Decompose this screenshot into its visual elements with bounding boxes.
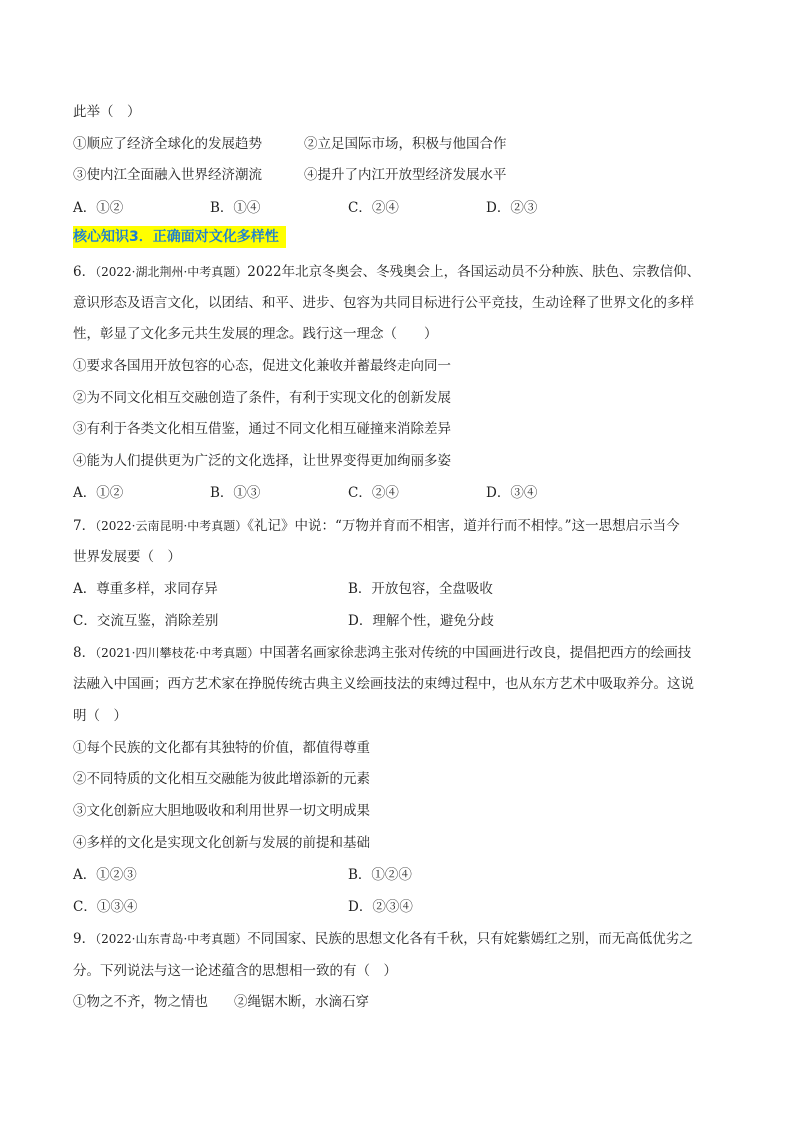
q5-option-d[interactable]: D．②③	[486, 200, 538, 216]
q7-option-c[interactable]: C．交流互鉴，消除差别	[73, 613, 219, 629]
q5-statement-1: ①顺应了经济全球化的发展趋势	[73, 136, 262, 152]
q6-statement-1: ①要求各国用开放包容的心态，促进文化兼收并蓄最终走向同一	[73, 358, 451, 374]
q6-option-c[interactable]: C．②④	[348, 485, 399, 501]
q7-option-a[interactable]: A．尊重多样，求同存异	[73, 581, 218, 597]
q8-line-2: 法融入中国画；西方艺术家在挣脱传统古典主义绘画技法的束缚过程中，也从东方艺术中吸取养分。这说	[73, 676, 694, 692]
q9-line-2: 分。下列说法与这一论述蕴含的思想相一致的有（ ）	[73, 963, 397, 979]
q8-source: （2021·四川攀枝花·中考真题）	[95, 646, 260, 660]
q8-option-b[interactable]: B．①②④	[348, 867, 412, 883]
q8-line-3: 明（ ）	[73, 708, 127, 724]
q6-number: 6．	[73, 264, 96, 280]
q7-text-1: 《礼记》中说：“万物并育而不相害，道并行而不相悖。”这一思想启示当今	[247, 518, 680, 534]
q8-statement-4: ④多样的文化是实现文化创新与发展的前提和基础	[73, 835, 370, 851]
q5-option-c[interactable]: C．②④	[348, 200, 399, 216]
q8-statement-3: ③文化创新应大胆地吸收和利用世界一切文明成果	[73, 803, 370, 819]
q7-option-d[interactable]: D．理解个性，避免分歧	[348, 613, 494, 629]
q8-statement-1: ①每个民族的文化都有其独特的价值，都值得尊重	[73, 740, 370, 756]
q7-number: 7．	[73, 518, 96, 534]
q6-option-d[interactable]: D．③④	[486, 485, 538, 501]
q5-option-a[interactable]: A．①②	[73, 200, 124, 216]
q9-source: （2022·山东青岛·中考真题）	[95, 932, 248, 946]
q8-text-1: 中国著名画家徐悲鸿主张对传统的中国画进行改良，提倡把西方的绘画技	[259, 645, 692, 661]
q6-line-2: 意识形态及语言文化，以团结、和平、进步、包容为共同目标进行公平竞技，生动诠释了世界文化的多样	[73, 295, 694, 311]
q9-text-1: 不同国家、民族的思想文化各有千秋，只有姹紫嫣红之别，而无高低优劣之	[247, 931, 693, 947]
q6-source: （2022·湖北荆州·中考真题）	[95, 265, 248, 279]
q6-statement-3: ③有利于各类文化相互借鉴，通过不同文化相互碰撞来消除差异	[73, 421, 451, 437]
q5-stem-end: 此举（ ）	[73, 104, 141, 120]
q6-option-b[interactable]: B．①③	[210, 485, 261, 501]
q9-statement-2: ②绳锯木断，水滴石穿	[234, 994, 369, 1010]
section-heading: 核心知识3．正确面对文化多样性	[73, 226, 286, 248]
q5-statement-2: ②立足国际市场，积极与他国合作	[304, 136, 507, 152]
q6-line-1	[73, 262, 700, 282]
q8-line-1	[73, 643, 691, 663]
q6-statement-4: ④能为人们提供更为广泛的文化选择，让世界变得更加绚丽多姿	[73, 453, 451, 469]
q8-statement-2: ②不同特质的文化相互交融能为彼此增添新的元素	[73, 771, 370, 787]
q7-line-2: 世界发展要（ ）	[73, 549, 181, 565]
q5-statement-4: ④提升了内江开放型经济发展水平	[304, 167, 507, 183]
q8-option-a[interactable]: A．①②③	[73, 867, 137, 883]
q6-text-1: 2022年北京冬奥会、冬残奥会上，各国运动员不分种族、肤色、宗教信仰、	[247, 264, 701, 280]
q8-option-d[interactable]: D．②③④	[348, 899, 413, 915]
q7-option-b[interactable]: B．开放包容，全盘吸收	[348, 581, 493, 597]
q9-line-1	[73, 929, 693, 949]
q7-line-1	[73, 516, 680, 536]
q6-line-3: 性，彰显了文化多元共生发展的理念。践行这一理念（ ）	[73, 326, 438, 342]
q7-source: （2022·云南昆明·中考真题）	[95, 519, 248, 533]
q9-number: 9．	[73, 931, 96, 947]
q9-statement-1: ①物之不齐，物之情也	[73, 994, 208, 1010]
q8-option-c[interactable]: C．①③④	[73, 899, 138, 915]
q5-statement-3: ③使内江全面融入世界经济潮流	[73, 167, 262, 183]
q5-option-b[interactable]: B．①④	[210, 200, 261, 216]
q6-statement-2: ②为不同文化相互交融创造了条件，有利于实现文化的创新发展	[73, 390, 451, 406]
q8-number: 8．	[73, 645, 96, 661]
q6-option-a[interactable]: A．①②	[73, 485, 124, 501]
